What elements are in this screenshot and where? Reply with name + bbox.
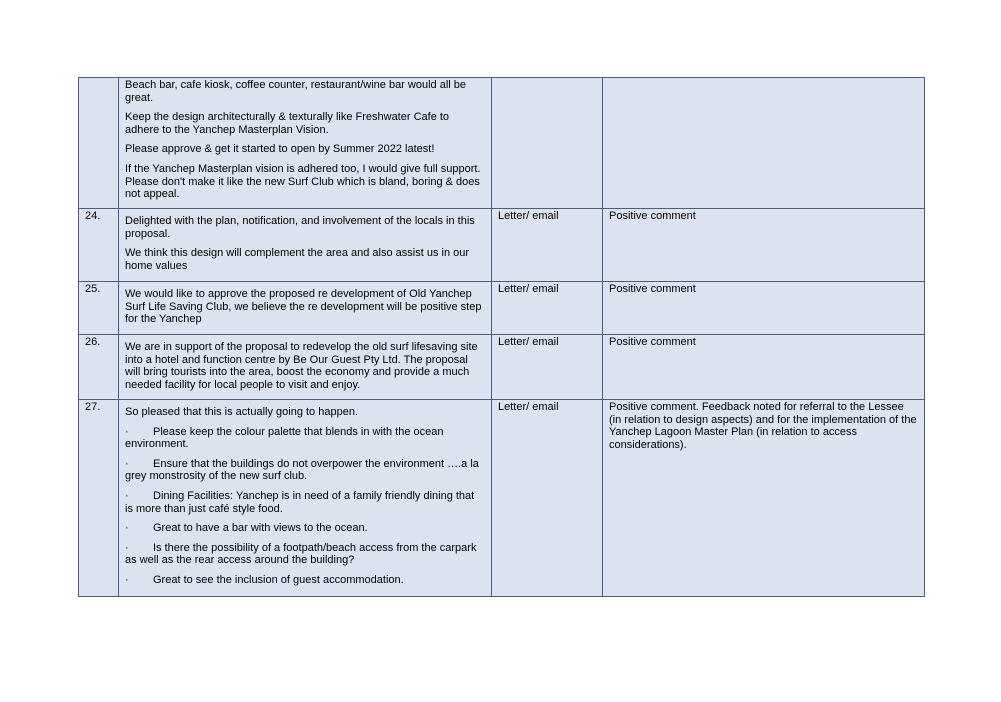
bullet-text: Great to have a bar with views to the ocean. [153,522,368,535]
bullet-item [125,522,485,535]
bullet-marker: · [125,573,129,586]
submission-paragraph: Keep the design architecturally & texturally like Freshwater Cafe to adhere to the Yanchep Masterplan Vision. [125,111,450,136]
bullet-marker: · [125,457,129,470]
submission-number: 24. [79,209,119,282]
submission-number: 25. [79,282,119,335]
submission-paragraph: So pleased that this is actually going to happen. [125,406,358,418]
bullet-item [125,574,485,587]
bullet-text: Dining Facilities: Yanchep is in need of a family friendly dining that is more than just café style food. [125,489,475,515]
bullet-item [125,542,485,567]
table-row [79,282,925,335]
bullet-text: Ensure that the buildings do not overpower the environment ….a la grey monstrosity of the new surf club. [125,457,479,483]
submission-type: Letter/ email [492,335,603,400]
submission-type: Letter/ email [492,209,603,282]
bullet-item [125,490,485,515]
submission-text [119,78,492,209]
submission-paragraph: Beach bar, cafe kiosk, coffee counter, restaurant/wine bar would all be great. [125,79,466,104]
bullet-item [125,426,485,451]
response-text: Positive comment [603,282,925,335]
table-row [79,400,925,597]
bullet-marker: · [125,541,129,554]
submission-paragraph: Please approve & get it started to open by Summer 2022 latest! [125,143,435,156]
table-row [79,209,925,282]
submission-number: 26. [79,335,119,400]
submission-paragraph: We would like to approve the proposed re development of Old Yanchep Surf Life Saving Club, we believe the re development will be positive step for the Yanchep [125,288,482,326]
submission-text [119,335,492,400]
bullet-text: Great to see the inclusion of guest accommodation. [153,573,404,586]
submission-paragraph: We think this design will complement the area and also assist us in our home values [125,247,470,272]
submission-type [492,78,603,209]
response-text [603,78,925,209]
bullet-marker: · [125,425,129,438]
bullet-item [125,458,485,483]
submission-type: Letter/ email [492,400,603,597]
bullet-marker: · [125,489,129,502]
response-text: Positive comment. Feedback noted for referral to the Lessee (in relation to design aspects) and for the implementation of the Yanchep Lagoon Master Plan (in relation to access considerations). [603,400,925,597]
submission-number [79,78,119,209]
submission-text [119,282,492,335]
submission-paragraph: If the Yanchep Masterplan vision is adhered too, I would give full support. Please don't make it like the new Surf Club which is bland, boring & does not appeal. [125,162,481,201]
submissions-table [78,77,925,597]
table-row [79,335,925,400]
submission-paragraph: Delighted with the plan, notification, and involvement of the locals in this proposal. [125,215,475,240]
response-text: Positive comment [603,209,925,282]
submission-paragraph: We are in support of the proposal to redevelop the old surf lifesaving site into a hotel and function centre by Be Our Guest Pty Ltd. The proposal will bring tourists into the area, boost the economy and provide a much needed facility for local people to visit and enjoy. [125,341,478,391]
bullet-text: Please keep the colour palette that blends in with the ocean environment. [125,425,444,451]
table-row [79,78,925,209]
bullet-marker: · [125,522,129,535]
submission-type: Letter/ email [492,282,603,335]
response-text: Positive comment [603,335,925,400]
bullet-text: Is there the possibility of a footpath/beach access from the carpark as well as the rear access around the building? [125,541,477,567]
submission-text [119,209,492,282]
submission-text [119,400,492,597]
submission-number: 27. [79,400,119,597]
